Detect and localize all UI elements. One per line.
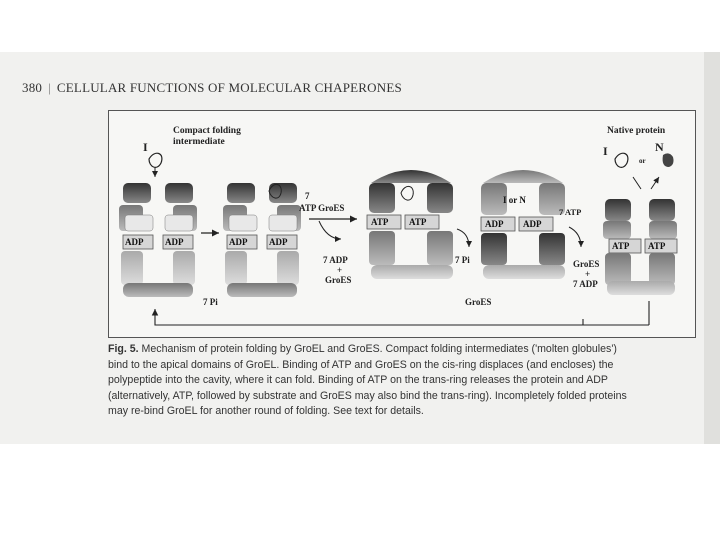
arrow [633,177,659,189]
page-header [22,80,402,96]
seven-pi-label: 7 Pi [455,255,470,265]
atp-groes-label: ATP GroES [299,203,345,213]
adp-label: ADP [523,219,542,229]
arrow [457,229,469,247]
return-arrow [155,309,583,325]
seven-label: 7 [305,191,310,201]
groes-label: GroES [325,275,352,285]
substrate-protein [401,186,413,200]
adp-label: ADP [485,219,504,229]
groes-bottom-label: GroES [465,297,492,307]
scan-edge [704,52,720,444]
adp-label: ADP [125,237,144,247]
adp-label: ADP [165,237,184,247]
caption-figure-label: Fig. 5. [108,343,139,355]
caption-line: polypeptide into the cavity, where it can fold. Binding of ATP on the trans-ring releases the protein and ADP [108,374,608,387]
figure-caption [108,342,700,420]
page-number: 380 [22,80,43,95]
caption-line: bind to the apical domains of GroEL. Binding of ATP and GroES on the cis-ring displaces (and encloses) the [108,358,614,371]
caption-line: may re-bind GroEL for another round of folding. See text for details. [108,405,424,418]
seven-adp-step4-label: 7 ADP [573,279,598,289]
plus-step4-label: + [585,269,591,279]
complex-2 [223,183,301,297]
seven-pi-bottom-label: 7 Pi [203,297,218,307]
i-label: I [143,140,148,154]
folding-intermediate-icon [149,153,162,167]
or-label: or [639,157,646,165]
complex-1 [119,183,197,297]
seven-adp-label: 7 ADP [323,255,348,265]
complex-4 [481,170,565,279]
groel-cycle-diagram [109,111,695,337]
caption-text: Mechanism of protein folding by GroEL and GroES. Compact folding intermediates ('molten globules') [138,343,617,355]
complex-3 [367,170,453,279]
seven-atp-label: 7 ATP [559,207,582,217]
chapter-title: CELLULAR FUNCTIONS OF MOLECULAR CHAPERONES [56,80,402,95]
caption-line: (alternatively, ATP, followed by substrate and GroES may also bind the trans-ring). Incompletely folded proteins [108,389,627,402]
i-right-label: I [603,144,608,158]
atp-label: ATP [371,217,389,227]
intermediate-icon [615,153,628,167]
atp-label: ATP [612,241,630,251]
native-protein-label: Native protein [607,126,666,136]
intermediate-label: intermediate [173,137,225,147]
i-or-n-label: I or N [503,195,526,205]
groes-step4-label: GroES [573,259,600,269]
arrow [569,227,581,247]
native-protein-icon [663,153,674,167]
adp-label: ADP [229,237,248,247]
atp-label: ATP [409,217,427,227]
caption-line [108,342,700,358]
groel-figure [108,110,696,338]
header-separator: | [48,80,51,95]
complex-5 [603,199,677,295]
adp-label: ADP [269,237,288,247]
atp-label: ATP [648,241,666,251]
compact-folding-label: Compact folding [173,126,241,136]
n-label: N [655,140,664,154]
plus-label: + [337,265,343,275]
arrow [319,221,341,239]
